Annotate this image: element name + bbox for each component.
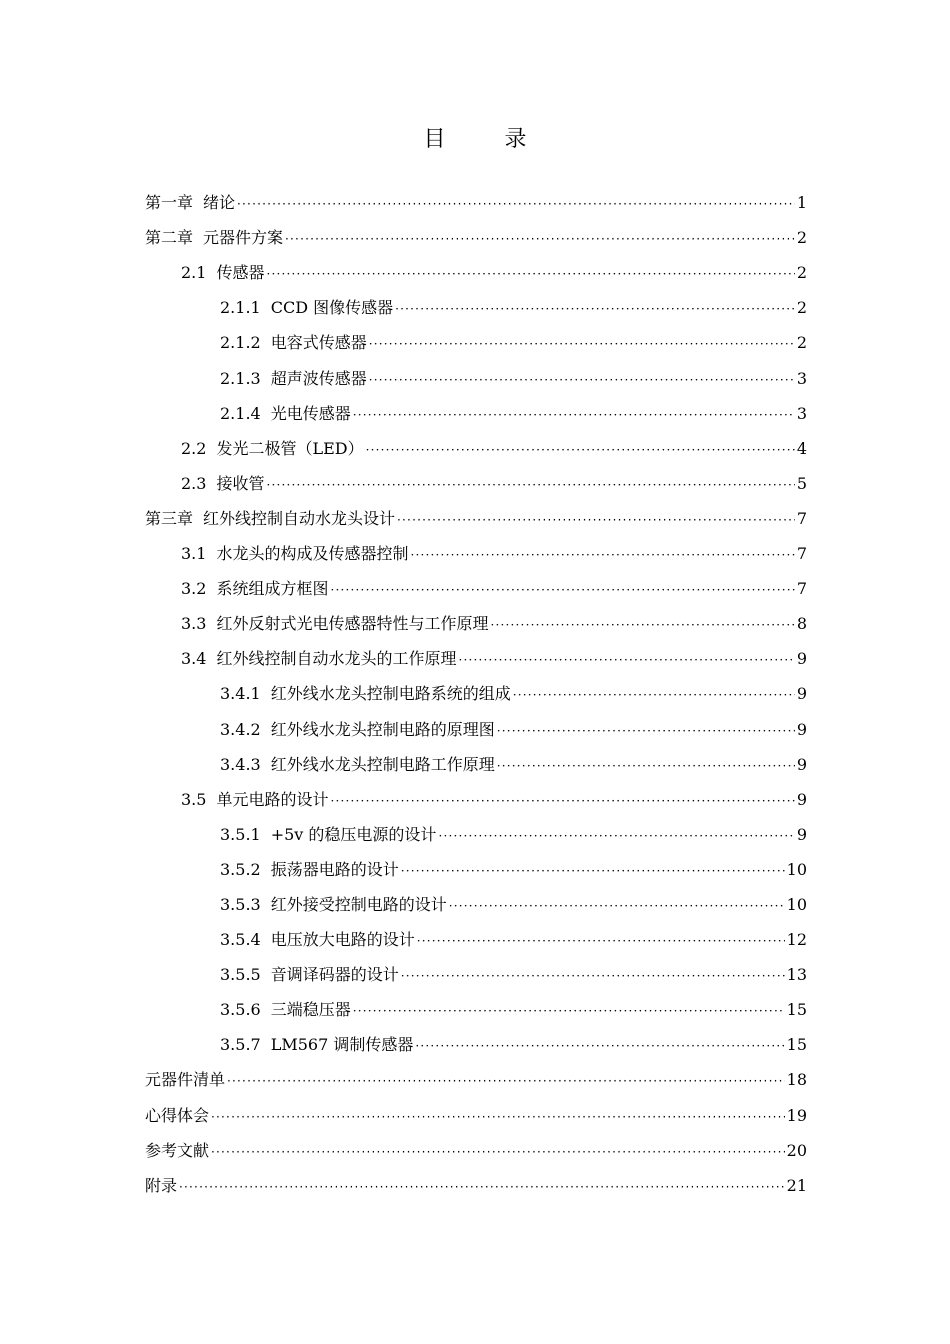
toc-entry[interactable] [145, 634, 807, 669]
toc-entry[interactable] [145, 564, 807, 599]
toc-entry-number: 2.1.4 [220, 403, 261, 423]
toc-dot-leader [410, 546, 794, 564]
toc-entry-number: 3.5.4 [220, 930, 261, 950]
toc-dot-leader [330, 581, 794, 599]
toc-entry-number: 3.5 [181, 789, 207, 809]
toc-dot-leader [353, 1002, 785, 1020]
toc-dot-leader [266, 476, 794, 494]
toc-entry-page-number: 3 [796, 403, 807, 423]
toc-entry[interactable] [145, 178, 807, 213]
toc-entry-page-number: 9 [796, 754, 807, 774]
toc-entry-number: 3.5.2 [220, 859, 261, 879]
toc-entry-title: 绪论 [203, 193, 236, 213]
toc-dot-leader [211, 1143, 785, 1161]
toc-dot-leader [369, 335, 795, 353]
toc-entry[interactable] [145, 1126, 807, 1161]
toc-dot-leader [285, 230, 795, 248]
toc-entry-title: 系统组成方框图 [216, 579, 329, 599]
toc-entry-page-number: 19 [786, 1105, 807, 1125]
toc-entry-page-number: 5 [796, 473, 807, 493]
toc-entry-title: 电压放大电路的设计 [270, 930, 415, 950]
toc-entry-page-number: 1 [796, 193, 807, 213]
toc-entry[interactable] [145, 459, 807, 494]
toc-entry-number: 3.4.1 [220, 684, 261, 704]
toc-entry-title: 红外线水龙头控制电路系统的组成 [270, 684, 511, 704]
toc-entry-page-number: 2 [796, 263, 807, 283]
toc-entry-page-number: 12 [786, 930, 807, 950]
toc-entry[interactable] [145, 213, 807, 248]
toc-entry-page-number: 7 [796, 579, 807, 599]
toc-dot-leader [497, 722, 795, 740]
toc-entry[interactable] [145, 810, 807, 845]
toc-entry[interactable] [145, 494, 807, 529]
toc-entry-title: 红外接受控制电路的设计 [270, 894, 447, 914]
toc-entry-title: 红外线控制自动水龙头的工作原理 [216, 649, 457, 669]
toc-entry-number: 3.1 [181, 544, 207, 564]
toc-entry-page-number: 3 [796, 368, 807, 388]
toc-entry-title: 音调译码器的设计 [270, 965, 399, 985]
toc-entry-title: 三端稳压器 [270, 1000, 351, 1020]
toc-entry-number: 2.1.2 [220, 333, 261, 353]
toc-entry-title: 心得体会 [145, 1105, 210, 1125]
toc-entry-number: 3.4.2 [220, 719, 261, 739]
toc-entry[interactable] [145, 424, 807, 459]
toc-entry[interactable] [145, 318, 807, 353]
toc-entry[interactable] [145, 1020, 807, 1055]
toc-entry-page-number: 9 [796, 684, 807, 704]
toc-dot-leader [417, 932, 785, 950]
toc-entry-title: 红外反射式光电传感器特性与工作原理 [216, 614, 489, 634]
toc-entry-page-number: 9 [796, 789, 807, 809]
toc-dot-leader [366, 441, 795, 459]
toc-entry-title: 发光二极管（LED） [216, 438, 364, 458]
toc-entry-number: 3.5.3 [220, 894, 261, 914]
toc-dot-leader [513, 686, 795, 704]
toc-entry-page-number: 13 [786, 965, 807, 985]
toc-entry[interactable] [145, 775, 807, 810]
toc-entry-page-number: 7 [796, 544, 807, 564]
toc-entry-title: 超声波传感器 [270, 368, 367, 388]
page-title: 目 录 [423, 127, 553, 152]
toc-entry[interactable] [145, 1161, 807, 1196]
toc-entry-number: 3.2 [181, 579, 207, 599]
toc-entry-page-number: 9 [796, 649, 807, 669]
toc-entry-title: LM567 调制传感器 [270, 1035, 414, 1055]
toc-entry-title: 红外线水龙头控制电路的原理图 [270, 719, 495, 739]
toc-entry-page-number: 10 [786, 859, 807, 879]
toc-entry-title: 附录 [145, 1175, 178, 1195]
toc-entry-page-number: 20 [786, 1140, 807, 1160]
toc-entry-number: 3.5.5 [220, 965, 261, 985]
toc-entry-number: 2.1.1 [220, 298, 261, 318]
toc-dot-leader [458, 651, 794, 669]
toc-entry[interactable] [145, 880, 807, 915]
toc-entry[interactable] [145, 1090, 807, 1125]
toc-entry-number: 2.2 [181, 438, 207, 458]
toc-entry-number: 第一章 [145, 193, 194, 213]
toc-entry[interactable] [145, 669, 807, 704]
toc-dot-leader [395, 300, 795, 318]
toc-dot-leader [179, 1178, 785, 1196]
toc-entry-number: 2.3 [181, 473, 207, 493]
toc-entry-page-number: 9 [796, 719, 807, 739]
toc-entry[interactable] [145, 740, 807, 775]
toc-entry-title: 振荡器电路的设计 [270, 859, 399, 879]
toc-entry[interactable] [145, 529, 807, 564]
toc-entry-page-number: 21 [786, 1175, 807, 1195]
toc-entry-page-number: 8 [796, 614, 807, 634]
toc-entry-page-number: 2 [796, 333, 807, 353]
toc-entry-number: 第二章 [145, 228, 194, 248]
toc-entry-page-number: 2 [796, 228, 807, 248]
toc-entry-title: 红外线控制自动水龙头设计 [203, 508, 396, 528]
toc-entry-page-number: 9 [796, 824, 807, 844]
toc-entry-number: 3.5.6 [220, 1000, 261, 1020]
toc-entry-title: 接收管 [216, 473, 265, 493]
toc-entry-title: 水龙头的构成及传感器控制 [216, 544, 409, 564]
toc-entry-title: 红外线水龙头控制电路工作原理 [270, 754, 495, 774]
toc-entry[interactable] [145, 985, 807, 1020]
toc-entry-title: 单元电路的设计 [216, 789, 329, 809]
toc-entry-title: 元器件清单 [145, 1070, 226, 1090]
toc-entry-page-number: 15 [786, 1000, 807, 1020]
toc-entry-number: 3.4.3 [220, 754, 261, 774]
toc-dot-leader [237, 195, 795, 213]
toc-entry-page-number: 15 [786, 1035, 807, 1055]
toc-entry[interactable] [145, 283, 807, 318]
toc-entry-title: 传感器 [216, 263, 265, 283]
toc-entry-page-number: 7 [796, 508, 807, 528]
toc-dot-leader [397, 511, 795, 529]
toc-dot-leader [227, 1072, 785, 1090]
toc-entry-title: CCD 图像传感器 [270, 298, 394, 318]
toc-entry-page-number: 4 [796, 438, 807, 458]
toc-entry-title: 元器件方案 [203, 228, 284, 248]
toc-entry-number: 3.5.7 [220, 1035, 261, 1055]
toc-entry-number: 3.3 [181, 614, 207, 634]
toc-entry[interactable] [145, 704, 807, 739]
toc-dot-leader [449, 897, 785, 915]
toc-entry-page-number: 18 [786, 1070, 807, 1090]
toc-entry[interactable] [145, 915, 807, 950]
toc-entry-title: 参考文献 [145, 1140, 210, 1160]
toc-dot-leader [369, 371, 795, 389]
toc-dot-leader [490, 616, 794, 634]
table-of-contents [145, 178, 807, 1196]
toc-entry[interactable] [145, 353, 807, 388]
toc-dot-leader [497, 757, 795, 775]
toc-dot-leader [401, 967, 785, 985]
toc-dot-leader [415, 1037, 784, 1055]
toc-entry-number: 3.5.1 [220, 824, 261, 844]
toc-entry[interactable] [145, 1055, 807, 1090]
toc-entry-title: 光电传感器 [270, 403, 351, 423]
toc-dot-leader [353, 406, 795, 424]
toc-dot-leader [438, 827, 794, 845]
toc-entry-page-number: 2 [796, 298, 807, 318]
toc-entry-number: 第三章 [145, 508, 194, 528]
toc-entry-page-number: 10 [786, 894, 807, 914]
toc-entry[interactable] [145, 389, 807, 424]
toc-dot-leader [266, 265, 794, 283]
toc-entry[interactable] [145, 599, 807, 634]
toc-entry-number: 2.1.3 [220, 368, 261, 388]
toc-dot-leader [401, 862, 785, 880]
toc-dot-leader [330, 792, 794, 810]
toc-entry[interactable] [145, 248, 807, 283]
toc-entry-title: +5v 的稳压电源的设计 [270, 824, 437, 844]
toc-entry-number: 3.4 [181, 649, 207, 669]
toc-entry[interactable] [145, 845, 807, 880]
toc-entry-title: 电容式传感器 [270, 333, 367, 353]
toc-dot-leader [211, 1108, 785, 1126]
toc-entry[interactable] [145, 950, 807, 985]
toc-entry-number: 2.1 [181, 263, 207, 283]
